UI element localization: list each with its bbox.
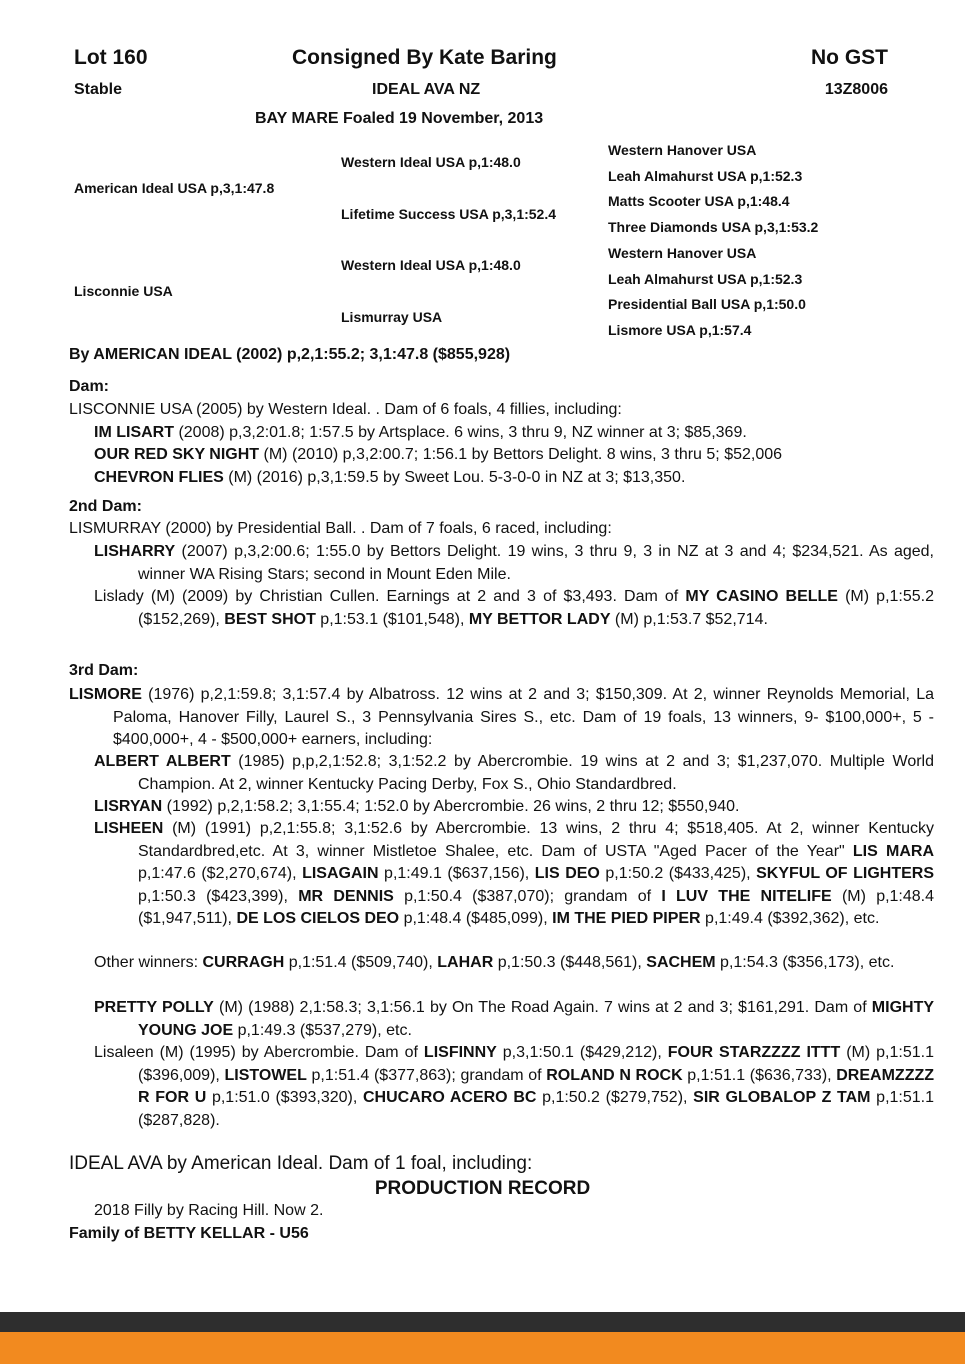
horse-name: LISMORE (69, 686, 142, 703)
foal-name: IM LISART (94, 424, 174, 441)
record: p,1:50.2 ($279,752), (536, 1089, 694, 1106)
record: Lislady (M) (2009) by Christian Cullen. Earnings at 2 and 3 of $3,493. Dam of (94, 588, 686, 605)
pedigree-g3-3: Matts Scooter USA p,1:48.4 (608, 193, 790, 209)
record: p,1:49.4 ($392,362), etc. (700, 910, 880, 927)
record: (M) (1988) 2,1:58.3; 3,1:56.1 by On The Road Again. 7 wins at 2 and 3; $161,291. Dam of (213, 999, 872, 1016)
record: (M) p,1:48.4 ($1,947,511), (138, 887, 935, 927)
pedigree-dam-dam: Lismurray USA (341, 309, 443, 325)
dam-foal-3 (94, 467, 890, 490)
pedigree-g3-2: Leah Almahurst USA p,1:52.3 (608, 168, 803, 184)
horse-name: IDEAL AVA NZ (372, 81, 481, 98)
record: p,1:50.2 ($433,425), (599, 865, 757, 882)
record: (M) p,1:53.7 $52,714. (610, 610, 768, 628)
record: p,1:49.1 ($637,156), (378, 865, 535, 882)
foal-record: (M) (2010) p,3,2:00.7; 1:56.1 by Bettors Delight. 8 wins, 3 thru 5; $52,006 (259, 446, 783, 463)
record: p,1:51.4 ($377,863); grandam of (306, 1066, 547, 1084)
family-line: Family of BETTY KELLAR - U56 (69, 1225, 309, 1242)
foal-record: (M) (2016) p,3,1:59.5 by Sweet Lou. 5-3-0-0 in NZ at 3; $13,350. (223, 469, 686, 486)
production-record-heading: PRODUCTION RECORD (374, 1178, 591, 1199)
pedigree-sire: American Ideal USA p,3,1:47.8 (74, 180, 275, 196)
gst-status: No GST (811, 46, 888, 69)
horse-name: ALBERT ALBERT (94, 753, 231, 770)
horse-name: LAHAR (437, 954, 494, 971)
record: (1985) p,p,2,1:52.8; 3,1:52.2 by Abercrombie. 19 wins at 2 and 3; $1,237,070. Multiple World Champion. At 2, winner Kentucky Pacing Derby, Fox S., Ohio Standardbred. (138, 753, 934, 793)
third-dam-pretty-polly (94, 997, 934, 1042)
record: p,1:48.4 ($485,099), (399, 910, 553, 927)
pedigree-g3-6: Leah Almahurst USA p,1:52.3 (608, 271, 803, 287)
horse-name: MY CASINO BELLE (685, 588, 838, 605)
horse-name: PRETTY POLLY (94, 999, 214, 1016)
horse-name: SACHEM (646, 954, 716, 971)
third-dam-lisaleen (94, 1042, 934, 1132)
record: p,1:51.4 ($509,740), (284, 954, 438, 971)
production-entry: 2018 Filly by Racing Hill. Now 2. (94, 1202, 324, 1219)
pedigree-dam-sire: Western Ideal USA p,1:48.0 (341, 257, 521, 273)
record: Other winners: (94, 954, 203, 971)
record: Lisaleen (M) (1995) by Abercrombie. Dam of (94, 1044, 424, 1061)
record: (M) p,1:55.2 ($152,269), (138, 588, 935, 628)
record: p,1:54.3 ($356,173), etc. (715, 954, 895, 971)
third-dam-lisheen (94, 818, 934, 931)
record: (M) p,1:51.1 ($396,009), (138, 1044, 934, 1084)
dam-foal-1 (94, 422, 890, 445)
record: p,1:51.1 ($287,828). (138, 1089, 935, 1129)
foal-name: OUR RED SKY NIGHT (94, 446, 260, 463)
horse-name: SIR GLOBALOP Z TAM (693, 1089, 871, 1106)
pedigree-sire-sire: Western Ideal USA p,1:48.0 (341, 154, 521, 170)
record: p,1:51.0 ($393,320), (206, 1089, 363, 1106)
record: p,1:50.3 ($448,561), (493, 954, 647, 971)
foal-name: CHEVRON FLIES (94, 469, 224, 486)
horse-name: FOUR STARZZZZ ITTT (667, 1044, 841, 1061)
horse-name: LISHARRY (94, 543, 176, 560)
pedigree-dam: Lisconnie USA (74, 283, 173, 299)
second-dam-lisharry (94, 541, 934, 586)
horse-name: DREAMZZZZ R FOR U (138, 1066, 935, 1106)
horse-name: LISAGAIN (302, 865, 379, 882)
dam-intro: LISCONNIE USA (2005) by Western Ideal. . Dam of 6 foals, 4 fillies, including: (69, 401, 622, 418)
consignor: Consigned By Kate Baring (292, 46, 557, 69)
horse-name: DE LOS CIELOS DEO (236, 910, 400, 927)
sire-summary: By AMERICAN IDEAL (2002) p,2,1:55.2; 3,1:47.8 ($855,928) (69, 346, 511, 363)
record: (2007) p,3,2:00.6; 1:55.0 by Bettors Delight. 19 wins, 3 thru 9, 3 in NZ at 3 and 4; $234,521. As aged, winner WA Rising Stars; second in Mount Eden Mile. (138, 543, 934, 583)
record: p,1:50.4 ($387,070); grandam of (393, 887, 662, 905)
horse-name: LIS DEO (534, 865, 600, 882)
third-dam-albert (94, 751, 934, 796)
horse-name: MIGHTY YOUNG JOE (138, 999, 935, 1039)
horse-name: I LUV THE NITELIFE (661, 887, 832, 905)
second-dam-heading: 2nd Dam: (69, 498, 142, 515)
record: (M) (1991) p,2,1:55.8; 3,1:52.6 by Abercrombie. 13 wins, 2 thru 4; $518,405. At 2, winner Kentucky Standardbred,etc. At 3, winner Mistletoe Shalee, etc. Dam of USTA "Aged Pacer of the Year" (138, 820, 934, 860)
horse-name: SKYFUL OF LIGHTERS (756, 865, 935, 882)
pedigree-g3-5: Western Hanover USA (608, 245, 757, 261)
record: p,1:51.1 ($636,733), (682, 1066, 837, 1084)
horse-code: 13Z8006 (824, 81, 888, 98)
horse-name: LISHEEN (94, 820, 164, 837)
horse-name: CURRAGH (202, 954, 285, 971)
second-dam-lislady (94, 586, 934, 631)
pedigree-g3-7: Presidential Ball USA p,1:50.0 (608, 296, 806, 312)
horse-name: LISRYAN (94, 798, 163, 815)
horse-name: ROLAND N ROCK (546, 1066, 683, 1084)
second-dam-intro: LISMURRAY (2000) by Presidential Ball. . Dam of 7 foals, 6 raced, including: (69, 520, 612, 537)
foal-record: (2008) p,3,2:01.8; 1:57.5 by Artsplace. 6 wins, 3 thru 9, NZ winner at 3; $85,369. (174, 424, 747, 441)
pedigree-g3-8: Lismore USA p,1:57.4 (608, 322, 752, 338)
horse-name: LISFINNY (423, 1044, 497, 1061)
record: p,1:50.3 ($423,399), (138, 887, 299, 905)
record: p,1:47.6 ($2,270,674), (138, 865, 303, 882)
footer-orange-band (0, 1332, 965, 1364)
horse-name: IM THE PIED PIPER (552, 910, 701, 927)
record: p,3,1:50.1 ($429,212), (496, 1044, 668, 1061)
pedigree-g3-4: Three Diamonds USA p,3,1:53.2 (608, 219, 819, 235)
offspring-summary: IDEAL AVA by American Ideal. Dam of 1 foal, including: (69, 1153, 533, 1174)
horse-name: BEST SHOT (224, 610, 316, 628)
dam-foal-2 (94, 444, 890, 467)
footer-dark-band (0, 1312, 965, 1332)
horse-name: CHUCARO ACERO BC (362, 1089, 537, 1106)
third-dam-other-winners (94, 952, 934, 975)
horse-name: LISTOWEL (224, 1066, 307, 1084)
record: (1992) p,2,1:58.2; 3,1:55.4; 1:52.0 by Abercrombie. 26 wins, 2 thru 12; $550,940. (162, 798, 740, 815)
horse-name: LIS MARA (852, 842, 934, 860)
lot-number: Lot 160 (74, 46, 148, 69)
horse-name: MR DENNIS (298, 887, 394, 905)
record: p,1:49.3 ($537,279), etc. (233, 1021, 412, 1039)
pedigree-g3-1: Western Hanover USA (608, 142, 757, 158)
horse-description: BAY MARE Foaled 19 November, 2013 (255, 110, 544, 127)
record: p,1:53.1 ($101,548), (315, 610, 469, 628)
stable-label: Stable (74, 81, 123, 98)
third-dam-heading: 3rd Dam: (69, 662, 139, 679)
third-dam-lismore (69, 684, 934, 752)
third-dam-lisryan (94, 796, 934, 819)
horse-name: MY BETTOR LADY (468, 610, 611, 628)
pedigree-sire-dam: Lifetime Success USA p,3,1:52.4 (341, 206, 557, 222)
record: (1976) p,2,1:59.8; 3,1:57.4 by Albatross. 12 wins at 2 and 3; $150,309. At 2, winner Reynolds Memorial, La Paloma, Hanover Filly, Laurel S., 3 Pennsylvania Sires S., etc. Dam of 19 foals, 13 winners, 9- $100,000+, 5 - $400,000+, 4 - $500,000+ earners, including: (113, 686, 934, 748)
dam-heading: Dam: (69, 378, 110, 395)
